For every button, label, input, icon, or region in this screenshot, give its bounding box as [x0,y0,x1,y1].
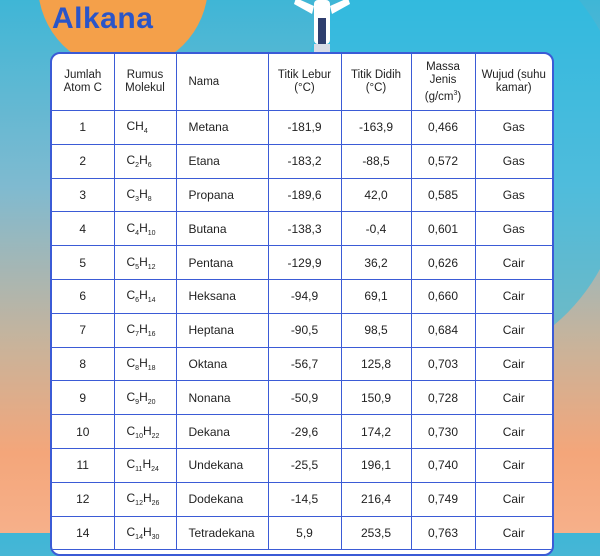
cell-nama: Etana [176,144,268,178]
cell-jumlah: 9 [52,381,114,415]
cell-nama: Dodekana [176,482,268,516]
cell-rumus [114,415,176,449]
cell-titik-lebur: -29,6 [268,415,341,449]
cell-jumlah: 10 [52,415,114,449]
cell-titik-lebur: -183,2 [268,144,341,178]
formula-hydrogen: H [142,457,152,472]
formula-hydrogen-sub: 12 [147,263,156,271]
cell-jumlah: 11 [52,448,114,482]
formula-carbon: C [126,322,136,337]
cell-titik-didih: 196,1 [341,448,411,482]
formula-hydrogen-sub: 22 [151,432,160,440]
formula-carbon: C [126,389,136,404]
formula-carbon: C [126,119,136,134]
cell-nama: Heptana [176,313,268,347]
cell-jumlah: 3 [52,178,114,212]
header-massa-a: Massa Jenis [426,60,460,86]
table-row [52,279,552,313]
table-header-row [52,54,552,111]
cell-rumus [114,279,176,313]
cell-massa-jenis: 0,730 [411,415,475,449]
table-row [52,381,552,415]
formula-carbon: C [126,355,136,370]
cell-nama: Oktana [176,347,268,381]
header-massa-b: (g/cm [424,90,454,103]
cell-massa-jenis: 0,585 [411,178,475,212]
formula-hydrogen-sub: 8 [147,195,152,203]
table-row [52,212,552,246]
formula-hydrogen: H [142,491,152,506]
cell-wujud: Cair [475,516,552,550]
formula-carbon-sub: 9 [135,398,140,406]
table-row [52,178,552,212]
cell-titik-lebur: -189,6 [268,178,341,212]
formula-hydrogen-sub: 24 [151,466,159,474]
cell-rumus [114,448,176,482]
cell-massa-jenis: 0,740 [411,448,475,482]
cell-nama: Dekana [176,415,268,449]
formula-carbon-sub: 14 [135,533,143,541]
cell-titik-didih: 125,8 [341,347,411,381]
formula-hydrogen: H [142,423,152,438]
formula-hydrogen: H [142,524,152,539]
cell-wujud: Cair [475,448,552,482]
cell-wujud: Gas [475,144,552,178]
cell-massa-jenis: 0,572 [411,144,475,178]
formula-carbon: C [126,254,136,269]
formula-carbon-sub: 8 [135,364,140,372]
cell-titik-didih: 98,5 [341,313,411,347]
cell-massa-jenis: 0,703 [411,347,475,381]
cell-wujud: Cair [475,482,552,516]
formula-carbon-sub: 3 [135,195,140,203]
cell-massa-jenis: 0,626 [411,246,475,280]
cell-wujud: Cair [475,313,552,347]
cell-massa-jenis: 0,728 [411,381,475,415]
cell-rumus [114,246,176,280]
table-row [52,144,552,178]
cell-jumlah: 5 [52,246,114,280]
formula-hydrogen-sub: 30 [151,533,160,541]
cell-nama: Heksana [176,279,268,313]
header-nama: Nama [176,54,268,111]
cell-jumlah: 1 [52,111,114,145]
cell-titik-didih: 150,9 [341,381,411,415]
cell-jumlah: 14 [52,516,114,550]
formula-hydrogen: H [139,389,148,404]
cell-titik-didih: -163,9 [341,111,411,145]
table-row [52,482,552,516]
cell-titik-lebur: -181,9 [268,111,341,145]
cell-jumlah: 7 [52,313,114,347]
cell-titik-didih: -0,4 [341,212,411,246]
formula-carbon: C [126,186,136,201]
table-row [52,246,552,280]
formula-hydrogen-sub: 14 [147,297,156,305]
formula-carbon-sub: 10 [135,432,143,440]
cell-rumus [114,482,176,516]
page-title: Alkana [52,2,154,35]
cell-massa-jenis: 0,601 [411,212,475,246]
formula-carbon-sub: 7 [135,331,140,339]
cell-titik-lebur: 5,9 [268,516,341,550]
cell-jumlah: 4 [52,212,114,246]
cell-rumus [114,381,176,415]
formula-carbon-sub: 12 [135,500,143,508]
cell-jumlah: 2 [52,144,114,178]
header-titik-lebur: Titik Lebur (°C) [268,54,341,111]
formula-carbon-sub: 11 [135,466,143,474]
cell-wujud: Cair [475,415,552,449]
cell-titik-didih: 216,4 [341,482,411,516]
cell-nama: Pentana [176,246,268,280]
formula-hydrogen: H [139,186,148,201]
formula-carbon-sub: 4 [135,229,140,237]
formula-hydrogen: H [139,254,148,269]
cell-massa-jenis: 0,763 [411,516,475,550]
header-wujud: Wujud (suhu kamar) [475,54,552,111]
cell-rumus [114,212,176,246]
cell-massa-jenis: 0,466 [411,111,475,145]
cell-titik-didih: 36,2 [341,246,411,280]
cell-titik-lebur: -138,3 [268,212,341,246]
cell-wujud: Cair [475,279,552,313]
cell-massa-jenis: 0,749 [411,482,475,516]
cell-jumlah: 8 [52,347,114,381]
cell-wujud: Gas [475,212,552,246]
cell-nama: Tetradekana [176,516,268,550]
cell-wujud: Gas [475,111,552,145]
alkane-table [50,52,554,556]
formula-hydrogen: H [139,322,148,337]
cell-wujud: Gas [475,178,552,212]
cell-nama: Undekana [176,448,268,482]
cell-titik-didih: -88,5 [341,144,411,178]
formula-carbon: C [126,423,136,438]
header-titik-didih: Titik Didih (°C) [341,54,411,111]
cell-nama: Butana [176,212,268,246]
cell-rumus [114,144,176,178]
formula-hydrogen: H [139,153,148,168]
formula-carbon: C [126,457,136,472]
cell-jumlah: 6 [52,279,114,313]
cell-nama: Nonana [176,381,268,415]
cell-wujud: Cair [475,381,552,415]
cell-titik-lebur: -90,5 [268,313,341,347]
header-rumus: Rumus Molekul [114,54,176,111]
header-massa-sup: 3 [453,89,458,97]
cell-titik-lebur: -50,9 [268,381,341,415]
formula-hydrogen: H [139,288,148,303]
table-row [52,448,552,482]
formula-hydrogen: H [139,355,148,370]
header-massa-jenis [411,54,475,111]
cell-rumus [114,347,176,381]
cell-titik-lebur: -94,9 [268,279,341,313]
formula-carbon: C [126,491,136,506]
formula-carbon: C [126,220,136,235]
cell-titik-didih: 253,5 [341,516,411,550]
table-row [52,111,552,145]
formula-carbon-sub: 5 [135,263,140,271]
header-jumlah: Jumlah Atom C [52,54,114,111]
cell-rumus [114,111,176,145]
cell-titik-didih: 69,1 [341,279,411,313]
cell-nama: Metana [176,111,268,145]
table-row [52,313,552,347]
cell-titik-didih: 42,0 [341,178,411,212]
cell-titik-lebur: -14,5 [268,482,341,516]
formula-hydrogen: H [135,119,144,134]
cell-titik-lebur: -56,7 [268,347,341,381]
cell-nama: Propana [176,178,268,212]
formula-carbon-sub: 2 [135,162,140,170]
formula-hydrogen-sub: 6 [147,162,152,170]
cell-rumus [114,178,176,212]
formula-carbon-sub: 6 [135,297,140,305]
table-row [52,347,552,381]
cell-wujud: Cair [475,347,552,381]
formula-hydrogen-sub: 20 [147,398,156,406]
formula-hydrogen-sub: 18 [147,364,156,372]
formula-hydrogen: H [139,220,148,235]
cell-jumlah: 12 [52,482,114,516]
scientist-illustration [292,0,352,52]
formula-carbon: C [126,288,136,303]
table-row [52,415,552,449]
formula-hydrogen-sub: 4 [143,128,148,136]
cell-wujud: Cair [475,246,552,280]
cell-titik-didih: 174,2 [341,415,411,449]
cell-rumus [114,313,176,347]
cell-massa-jenis: 0,684 [411,313,475,347]
header-massa-c: ) [457,90,462,103]
formula-carbon: C [126,153,136,168]
cell-titik-lebur: -25,5 [268,448,341,482]
formula-hydrogen-sub: 10 [147,229,156,237]
cell-massa-jenis: 0,660 [411,279,475,313]
formula-carbon: C [126,524,136,539]
cell-titik-lebur: -129,9 [268,246,341,280]
formula-hydrogen-sub: 26 [151,500,160,508]
formula-hydrogen-sub: 16 [147,331,156,339]
